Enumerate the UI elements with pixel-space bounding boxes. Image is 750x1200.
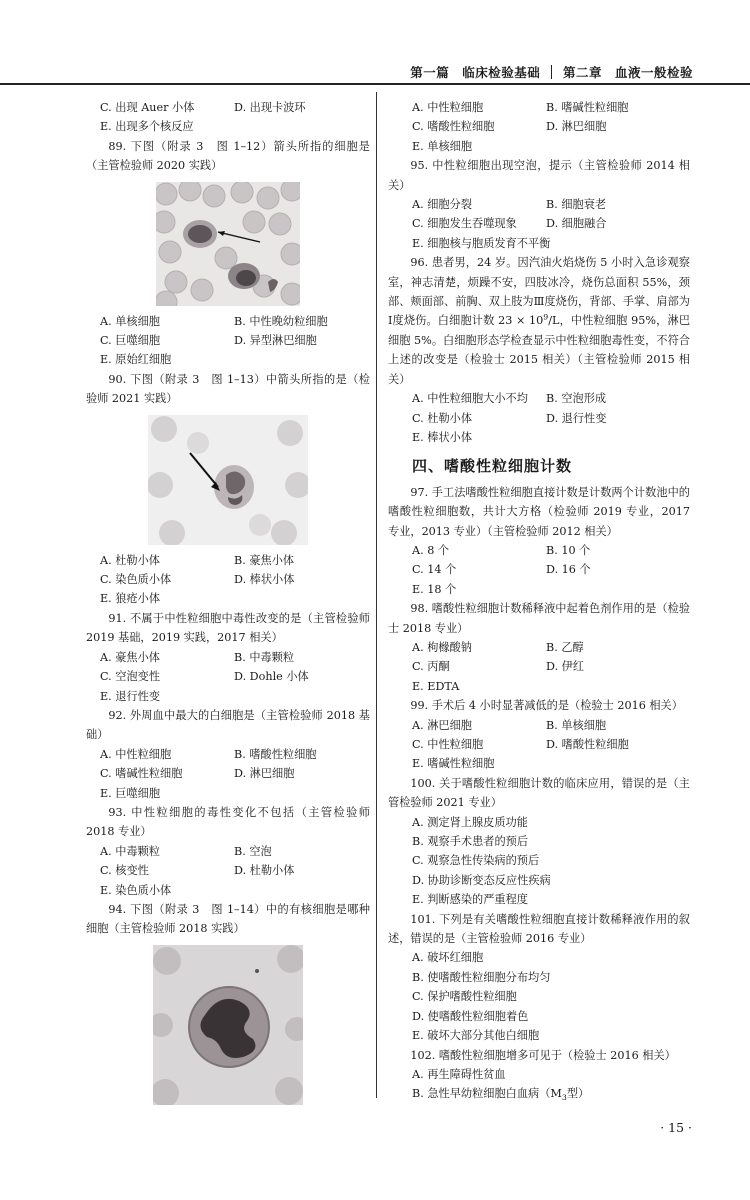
option: C. 嗜碱性粒细胞 [100, 767, 183, 781]
option: E. 单核细胞 [412, 139, 473, 153]
option: C. 核变性 [100, 864, 149, 878]
option: E. 出现多个核反应 [100, 120, 194, 134]
option: D. 16 个 [546, 563, 591, 577]
question-90: 90. 下图（附录 3 图 1–13）中箭头所指的是（检验师 2021 实践） [86, 372, 370, 406]
part-title: 第一篇 临床检验基础 [410, 65, 541, 80]
chapter-title: 第二章 血液一般检验 [562, 65, 693, 80]
option-text-end: 型） [566, 1087, 590, 1101]
question-91: 91. 不属于中性粒细胞中毒性改变的是（主管检验师 2019 基础，2019 实践，2017 相关） [86, 611, 370, 645]
option: B. 细胞衰老 [546, 198, 607, 212]
option: A. 中性粒细胞大小不均 [412, 392, 528, 406]
option: C. 14 个 [412, 563, 457, 577]
option: C. 嗜酸性粒细胞 [412, 120, 495, 134]
question-96 [388, 253, 690, 389]
option: A. 细胞分裂 [412, 198, 472, 212]
option: D. 棒状小体 [234, 573, 295, 587]
option: D. 淋巴细胞 [234, 767, 295, 781]
option: B. 嗜碱性粒细胞 [546, 101, 629, 114]
option: D. 协助诊断变态反应性疾病 [412, 873, 551, 887]
question-100: 100. 关于嗜酸性粒细胞计数的临床应用，错误的是（主管检验师 2021 专业） [388, 776, 690, 810]
option: B. 嗜酸性粒细胞 [234, 747, 317, 761]
q98-options [388, 638, 690, 677]
question-92: 92. 外周血中最大的白细胞是（主管检验师 2018 基础） [86, 708, 370, 742]
option: C. 细胞发生吞噬现象 [412, 217, 517, 231]
option: D. 出现卡波环 [234, 101, 306, 114]
option: D. 嗜酸性粒细胞 [546, 738, 629, 751]
option: A. 破坏红细胞 [412, 951, 484, 965]
question-97: 97. 手工法嗜酸性粒细胞直接计数是计数两个计数池中的嗜酸性粒细胞数，共计大方格（检验师 2019 专业，2017 专业，2013 专业）（主管检验师 2012 相关） [388, 485, 690, 538]
option: C. 空泡变性 [100, 670, 161, 684]
option: D. 退行性变 [546, 411, 607, 425]
option: E. 嗜碱性粒细胞 [412, 757, 495, 771]
option: C. 丙酮 [412, 660, 450, 674]
option: C. 杜勒小体 [412, 411, 473, 425]
option: E. 原始红细胞 [100, 353, 172, 367]
option: A. 豪焦小体 [100, 650, 160, 664]
option-text: B. 急性早幼粒细胞白血病（M [412, 1087, 562, 1101]
option: B. 空泡 [234, 844, 272, 858]
option: C. 保护嗜酸性粒细胞 [412, 990, 517, 1004]
question-96-exponent: 9 [543, 312, 549, 322]
question-89: 89. 下图（附录 3 图 1–12）箭头所指的细胞是（主管检验师 2020 实践） [86, 139, 370, 173]
q91-options [86, 648, 370, 687]
blood-smear-image [148, 415, 308, 545]
option: A. 中性粒细胞 [100, 747, 172, 761]
option: E. 巨噬细胞 [100, 786, 161, 800]
q90-options [86, 551, 370, 590]
option: A. 单核细胞 [100, 314, 160, 328]
option: B. 乙醇 [546, 640, 584, 654]
figure-1-13 [148, 415, 308, 545]
blood-smear-image [153, 945, 303, 1105]
q95-options [388, 195, 690, 234]
running-head [410, 63, 693, 81]
question-94: 94. 下图（附录 3 图 1–14）中的有核细胞是哪种细胞（主管检验师 2018 实践） [86, 902, 370, 936]
figure-1-14 [153, 945, 303, 1105]
option: A. 再生障碍性贫血 [412, 1067, 506, 1081]
option: D. 使嗜酸性粒细胞着色 [412, 1009, 529, 1023]
q88-options [86, 98, 370, 117]
header-separator [551, 65, 552, 79]
question-98: 98. 嗜酸性粒细胞计数稀释液中起着色剂作用的是（检验士 2018 专业） [388, 602, 690, 635]
page-header [0, 0, 750, 84]
option: A. 中性粒细胞 [412, 101, 484, 114]
option: D. Dohle 小体 [234, 670, 309, 684]
question-93: 93. 中性粒细胞的毒性变化不包括（主管检验师 2018 专业） [86, 805, 370, 839]
option: A. 中毒颗粒 [100, 844, 160, 858]
option: E. 退行性变 [100, 689, 161, 703]
column-divider [376, 92, 377, 1098]
question-102: 102. 嗜酸性粒细胞增多可见于（检验士 2016 相关） [410, 1048, 676, 1062]
option: A. 杜勒小体 [100, 553, 160, 567]
option: A. 淋巴细胞 [412, 718, 472, 732]
left-column [86, 98, 370, 1111]
blood-smear-image [156, 182, 300, 306]
q97-options [388, 541, 690, 580]
option: E. 染色质小体 [100, 883, 172, 897]
section-heading: 四、嗜酸性粒细胞计数 [412, 457, 573, 476]
q89-options [86, 312, 370, 351]
option: B. 豪焦小体 [234, 553, 295, 567]
option: B. 中性晚幼粒细胞 [234, 314, 328, 328]
option: D. 异型淋巴细胞 [234, 334, 317, 348]
right-column [388, 98, 690, 1104]
option: A. 测定肾上腺皮质功能 [412, 815, 528, 829]
option: E. 破坏大部分其他白细胞 [412, 1029, 540, 1043]
option: C. 中性粒细胞 [412, 738, 484, 751]
option: E. 判断感染的严重程度 [412, 893, 528, 907]
question-101: 101. 下列是有关嗜酸性粒细胞直接计数稀释液作用的叙述，错误的是（主管检验师 2016 专业） [388, 912, 690, 946]
option: D. 细胞融合 [546, 217, 607, 231]
page-number: · 15 · [660, 1120, 692, 1135]
option: B. 使嗜酸性粒细胞分布均匀 [412, 970, 551, 984]
option [388, 1084, 690, 1103]
option: C. 巨噬细胞 [100, 334, 161, 348]
figure-1-12 [156, 182, 300, 306]
q94-options [388, 98, 690, 137]
q92-options [86, 745, 370, 784]
option: B. 空泡形成 [546, 392, 607, 406]
option: D. 淋巴细胞 [546, 120, 607, 134]
header-rule [0, 83, 750, 85]
option: C. 染色质小体 [100, 573, 172, 587]
option: D. 杜勒小体 [234, 864, 295, 878]
option: C. 出现 Auer 小体 [100, 101, 195, 114]
option: B. 中毒颗粒 [234, 650, 295, 664]
option: C. 观察急性传染病的预后 [412, 854, 540, 868]
option: A. 8 个 [412, 543, 450, 557]
q93-options [86, 842, 370, 881]
option: E. 细胞核与胞质发育不平衡 [412, 236, 551, 250]
option-subscript: 3 [561, 1093, 567, 1103]
option: E. 18 个 [412, 582, 457, 596]
question-95: 95. 中性粒细胞出现空泡，提示（主管检验师 2014 相关） [388, 159, 690, 192]
option: B. 观察手术患者的预后 [412, 835, 529, 849]
option: D. 伊红 [546, 660, 585, 674]
option: A. 枸橼酸钠 [412, 640, 472, 654]
q96-options [388, 389, 690, 428]
question-99: 99. 手术后 4 小时显著减低的是（检验士 2016 相关） [410, 699, 683, 713]
option: B. 单核细胞 [546, 718, 607, 732]
question-96-text-a: 96. 患者男，24 岁。因汽油火焰烧伤 5 小时入急诊观察室，神志清楚，烦躁不安，四肢冰冷，烧伤总面积 55%，颈部、颊面部、前胸、双上肢为Ⅲ度烧伤，背部、手掌、肩部为Ⅰ度烧伤。白细胞计数 23 × 10 [388, 256, 690, 328]
question-96-text-b: /L，中性粒细胞 95%，淋巴细胞 5%。白细胞形态学检查显示中性粒细胞毒性变，不符合上述的改变是（检验士 2015 相关）（主管检验师 2015 相关） [388, 314, 691, 386]
option: B. 10 个 [546, 543, 591, 557]
q99-options [388, 716, 690, 755]
option: E. EDTA [412, 679, 460, 693]
option: E. 狼疮小体 [100, 592, 161, 606]
option: E. 棒状小体 [412, 430, 473, 444]
